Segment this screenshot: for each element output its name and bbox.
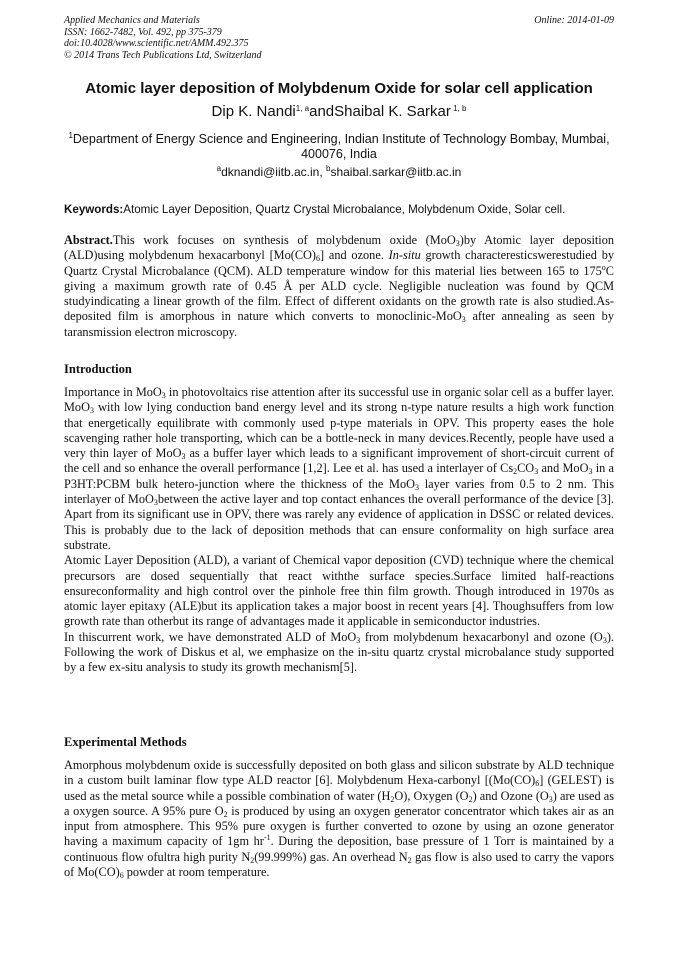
doi-line[interactable]: doi:10.4028/www.scientific.net/AMM.492.375 <box>64 38 249 49</box>
intro-text: CO <box>517 461 535 476</box>
subscript: 2 <box>407 855 412 865</box>
exp-text: ) are used as a oxygen source. A 95% pure O <box>64 788 614 818</box>
subscript: 6 <box>535 779 540 789</box>
subscript: 2 <box>390 794 395 804</box>
exp-text: ) and Ozone (O <box>472 788 549 803</box>
superscript: -1 <box>263 833 271 843</box>
keywords-text: Atomic Layer Deposition, Quartz Crystal Microbalance, Molybdenum Oxide, Solar cell. <box>123 203 566 216</box>
author-2: Shaibal K. Sarkar <box>334 103 451 120</box>
subscript: 2 <box>223 809 228 819</box>
subscript: 3 <box>153 498 158 508</box>
subscript: 3 <box>415 482 420 492</box>
subscript: 3 <box>588 467 593 477</box>
subscript: 6 <box>119 871 124 881</box>
subscript: 2 <box>250 855 255 865</box>
intro-text: in photovoltaics rise attention after its successful use in organic solar cell as a buffer layer. MoO <box>64 385 614 415</box>
author-1: Dip K. Nandi <box>211 103 296 120</box>
subscript: 3 <box>181 452 186 462</box>
intro-paragraph: Atomic Layer Deposition (ALD), a variant of Chemical vapor deposition (CVD) technique where the chemical precursors are dosed sequentially that react withthe surface species.Surface limited half-reactions ensureconformality and high control over the pinhole free thin film growth. Though introduced in 1970s as atomic layer epitaxy (ALE)but its application takes a major boost in recent years [4]. Thoughsuffers from low growth rate than otherbut its range of advantages made it applicable in semiconductor industries. <box>64 553 614 629</box>
copyright-line: © 2014 Trans Tech Publications Ltd, Switzerland <box>64 49 262 61</box>
intro-text: layer varies from 0.5 to 2 nm. This interlayer of MoO <box>64 476 615 507</box>
subscript: 3 <box>356 635 361 645</box>
email-b-marker: b <box>326 164 331 173</box>
author-1-affil: 1, a <box>295 104 310 113</box>
intro-text: as a buffer layer which leads to a significant improvement of short-circuit current of the cell and so enhance the overall performance [1,2]. Lee et al. has used a interlayer of Cs <box>64 446 615 476</box>
paper-title: Atomic layer deposition of Molybdenum Oxide for solar cell application <box>85 80 593 97</box>
abstract <box>64 233 614 340</box>
online-date: Online: 2014-01-09 <box>534 15 614 26</box>
author-2-affil: 1, b <box>450 104 467 113</box>
affiliation-text: Department of Energy Science and Engineering, Indian Institute of Technology Bombay, Mumbai, 400076, India <box>72 132 610 161</box>
exp-text: ] (GELEST) is used as the metal source while a possible combination of water (H <box>64 773 614 803</box>
affiliation <box>64 132 614 162</box>
abstract-text: )by Atomic layer deposition (ALD)using molybdenum hexacarbonyl [Mo(CO) <box>64 233 615 263</box>
section-heading-introduction: Introduction <box>64 362 132 376</box>
email-a[interactable]: dknandi@iitb.ac.in, <box>221 165 326 179</box>
abstract-text: after annealing as seen by taransmission electron microscopy. <box>64 309 614 339</box>
superscript: o <box>601 262 606 272</box>
abstract-text: ] and ozone. <box>320 248 389 263</box>
keywords-label: Keywords: <box>64 203 124 216</box>
exp-text: Amorphous molybdenum oxide is successfully deposited on both glass and silicon substrate by ALD technique in a custom built laminar flow type ALD reactor [6]. Molybdenum Hexa-carbonyl [(Mo(CO) <box>64 758 614 788</box>
subscript: 3 <box>161 391 166 400</box>
issn-line: ISSN: 1662-7482, Vol. 492, pp 375-379 <box>64 26 222 38</box>
abstract-text: growth characteresticswerestudied by Quartz Crystal Microbalance (QCM). ALD temperature window for this material lies between 165 to 175 <box>64 248 614 278</box>
intro-text: In thiscurrent work, we have demonstrated ALD of MoO <box>64 629 357 644</box>
abstract-text: In-situ <box>388 248 421 263</box>
introduction-body <box>64 385 614 676</box>
exp-text: (99.999%) gas. An overhead N <box>254 849 408 864</box>
journal-name: Applied Mechanics and Materials <box>64 15 200 26</box>
abstract-label: Abstract. <box>64 233 113 247</box>
author-line <box>40 103 638 120</box>
subscript: 3 <box>602 635 607 645</box>
intro-text: from molybdenum hexacarbonyl and ozone (O <box>360 629 603 644</box>
subscript: 6 <box>316 254 321 264</box>
intro-text: Importance in MoO <box>64 385 162 399</box>
experimental-body <box>64 758 614 880</box>
intro-text: with low lying conduction band energy level and its strong n-type nature results a high work function that energetically equilibrate with commonly used p-type materials in OPV. This property eases the hole scavenging rather hole transporting, which can be a bottle-neck in many devices.Recently, people have used a very thin layer of MoO <box>64 400 614 461</box>
intro-paragraph <box>64 385 614 553</box>
author-and: and <box>309 103 335 120</box>
subscript: 3 <box>455 239 460 248</box>
experimental-paragraph <box>64 758 614 880</box>
intro-text: in a P3HT:PCBM bulk hetero-junction where the thickness of the MoO <box>64 461 615 491</box>
subscript: 3 <box>89 406 94 416</box>
subscript: 3 <box>548 794 553 804</box>
email-a-marker: a <box>216 164 222 173</box>
intro-text: and MoO <box>538 461 589 476</box>
keywords <box>64 203 618 216</box>
intro-text: ). Following the work of Diskus et al, we emphasize on the in-situ quartz crystal microbalance study supported by a few ex-situ analysis to study its growth mechanism[5]. <box>64 629 614 675</box>
exp-text: gas flow is also used to carry the vapors of Mo(CO) <box>64 849 614 880</box>
subscript: 3 <box>534 467 539 477</box>
email-line <box>64 165 614 179</box>
section-heading-experimental: Experimental Methods <box>64 735 187 749</box>
email-b[interactable]: shaibal.sarkar@iitb.ac.in <box>330 165 462 179</box>
intro-paragraph <box>64 630 614 676</box>
intro-text: between the active layer and top contact enhances the overall performance of the device [3]. Apart from its significant use in OPV, there was rarely any evidence of application in DSSC or related devices. This is probably due to the lack of deposition methods that can ensure conformality on high surface area substrate. <box>64 492 614 552</box>
journal-header <box>64 15 614 61</box>
exp-text: O), Oxygen (O <box>394 788 469 803</box>
exp-text: is produced by using an oxygen generator concentrator which takes air as an input from atmosphere. This 95% pure oxygen is further converted to ozone by using an ozone generator having a maximum capacity of 1gm hr <box>64 803 614 849</box>
subscript: 2 <box>513 467 518 477</box>
subscript: 3 <box>461 315 466 325</box>
exp-text: powder at room temperature. <box>123 865 270 880</box>
affiliation-number: 1 <box>68 131 73 140</box>
exp-text: . During the deposition, base pressure of 1 Torr is maintained by a continuous flow ofultra high purity N <box>64 834 614 864</box>
abstract-text: C giving a maximum growth rate of 0.45 Å per ALD cycle. Negligible nucleation was found by QCM studyindicating a linear growth of the film. Effect of different oxidants on the growth rate is also studied.As-deposited film is amorphous in nature which converts to monoclinic-MoO <box>64 263 614 324</box>
abstract-text: This work focuses on synthesis of molybdenum oxide (MoO <box>112 233 456 247</box>
subscript: 2 <box>468 794 473 804</box>
